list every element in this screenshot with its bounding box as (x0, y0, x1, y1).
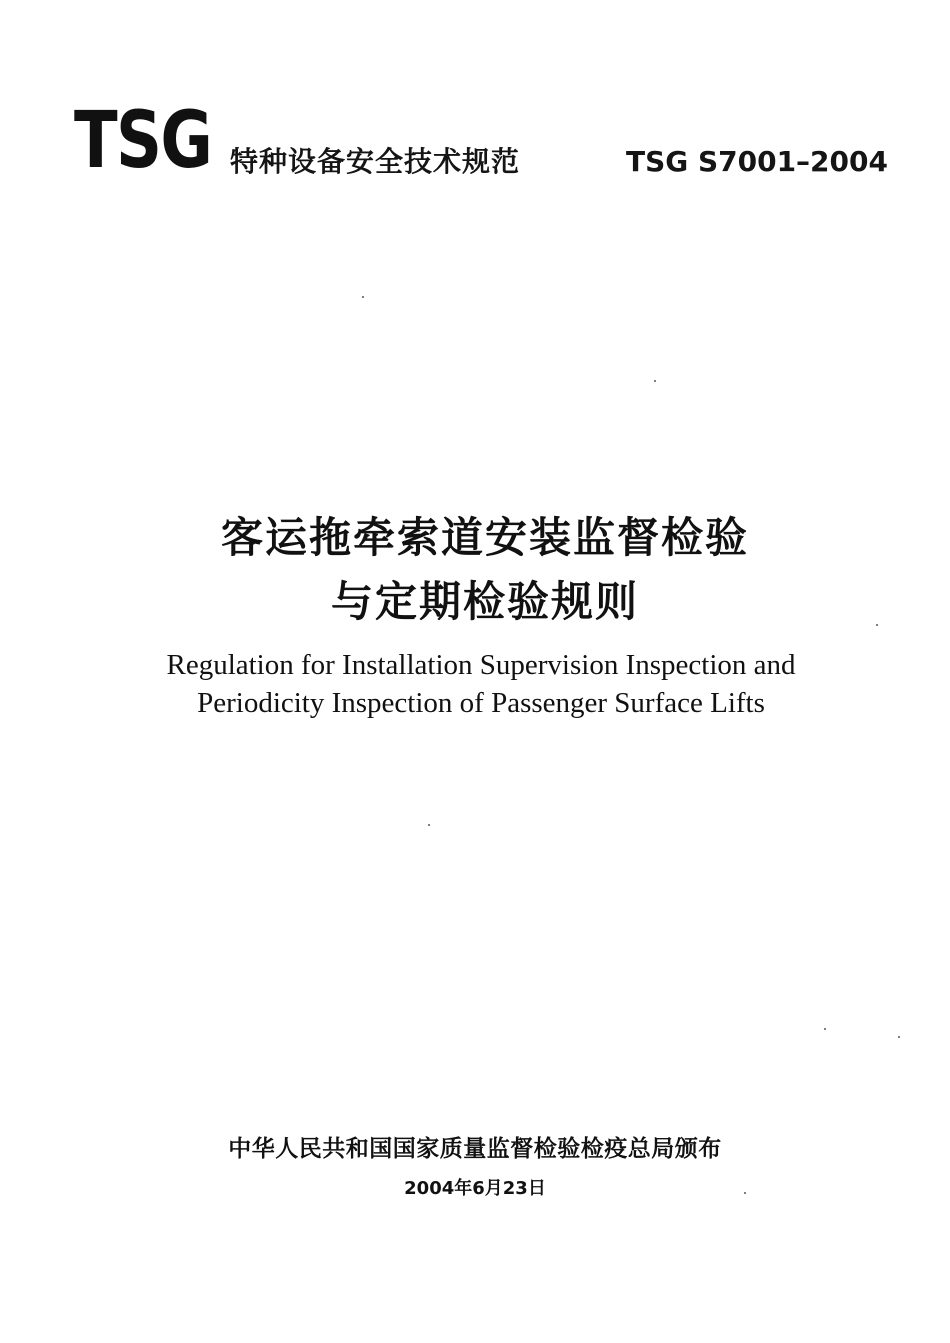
scan-speck (654, 380, 656, 382)
scan-speck (362, 296, 364, 298)
chinese-title-line-1: 客运拖牵索道安装监督检验 (220, 513, 749, 562)
scan-speck (876, 624, 878, 626)
standard-code: TSG S7001–2004 (625, 145, 888, 178)
series-name: 特种设备安全技术规范 (230, 145, 521, 178)
issue-date: 2004年6月23日 (404, 1178, 546, 1199)
scan-speck (744, 1192, 746, 1194)
chinese-title-line-2: 与定期检验规则 (330, 577, 639, 626)
english-title-line-1: Regulation for Installation Supervision Inspection and (166, 649, 796, 681)
tsg-logo: TSG (74, 96, 212, 186)
scan-speck (898, 1036, 900, 1038)
scan-speck (824, 1028, 826, 1030)
scan-speck (428, 824, 430, 826)
issuing-authority: 中华人民共和国国家质量监督检验检疫总局颁布 (228, 1136, 722, 1162)
english-title-line-2: Periodicity Inspection of Passenger Surface Lifts (197, 687, 765, 719)
